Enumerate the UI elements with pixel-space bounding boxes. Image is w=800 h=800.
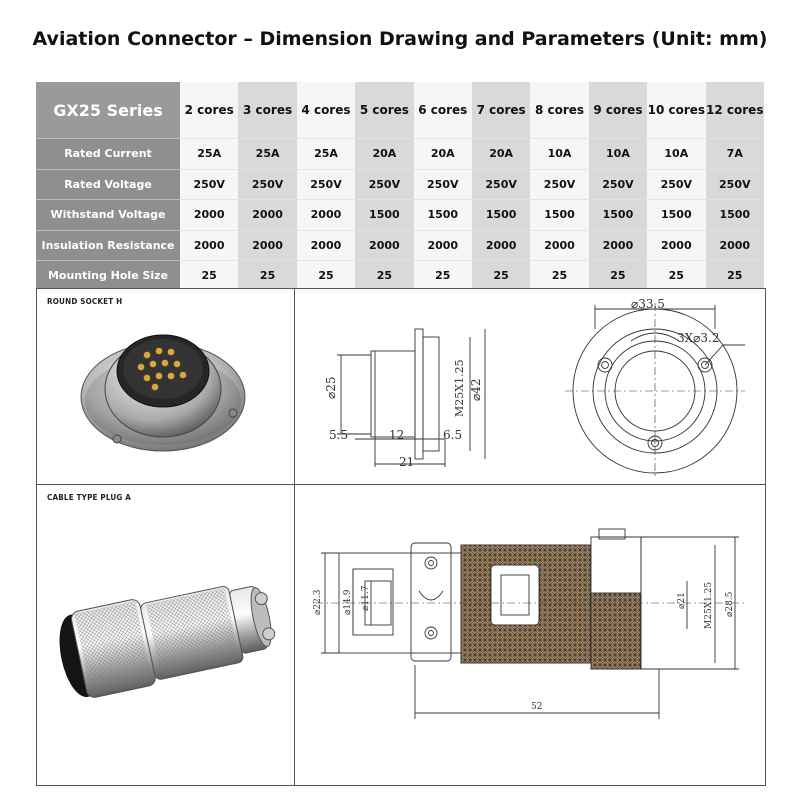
column-header: 6 cores [414, 82, 472, 139]
table-cell: 25A [297, 139, 355, 170]
row-label: Rated Voltage [36, 169, 180, 200]
dim-6-5: 6.5 [443, 428, 463, 442]
table-cell: 2000 [647, 230, 705, 261]
table-cell: 10A [589, 139, 647, 170]
socket-drawing [295, 289, 765, 485]
column-header: 4 cores [297, 82, 355, 139]
table-cell: 2000 [472, 230, 530, 261]
table-cell: 20A [414, 139, 472, 170]
table-cell: 20A [355, 139, 413, 170]
dim-12: 12 [389, 428, 405, 442]
plug-drawing-panel [294, 484, 766, 786]
dim-d42: ⌀42 [469, 378, 483, 401]
plug-drawing [295, 485, 765, 785]
table-cell: 2000 [355, 230, 413, 261]
table-cell: 20A [472, 139, 530, 170]
table-cell: 25 [647, 261, 705, 291]
column-header: 2 cores [180, 82, 238, 139]
table-cell: 250V [472, 169, 530, 200]
table-header-row [36, 82, 764, 139]
dim-5-5: 5.5 [329, 428, 349, 442]
dim-d25: ⌀25 [324, 376, 338, 399]
dim-d22-3: ⌀22.3 [313, 589, 323, 615]
dim-d11-7: ⌀11.7 [361, 585, 371, 611]
table-cell: 2000 [180, 230, 238, 261]
table-cell: 2000 [706, 230, 764, 261]
page-title: Aviation Connector – Dimension Drawing and Parameters (Unit: mm) [32, 28, 768, 50]
table-cell: 25 [238, 261, 296, 291]
table-cell: 1500 [647, 200, 705, 231]
dim-d33-5: ⌀33.5 [631, 297, 665, 311]
socket-drawing-panel [294, 288, 766, 486]
row-label: Insulation Resistance [36, 230, 180, 261]
dim-d14-9: ⌀14.9 [343, 589, 353, 615]
plug-photo [37, 485, 295, 785]
table-cell: 2000 [180, 200, 238, 231]
table-cell: 25 [414, 261, 472, 291]
column-header: 8 cores [530, 82, 588, 139]
table-cell: 250V [589, 169, 647, 200]
table-cell: 25 [530, 261, 588, 291]
table-cell: 25A [180, 139, 238, 170]
socket-label: ROUND SOCKET H [47, 297, 123, 306]
table-cell: 25 [706, 261, 764, 291]
spec-table [36, 82, 764, 291]
table-cell: 10A [530, 139, 588, 170]
table-cell: 25A [238, 139, 296, 170]
table-row [36, 230, 764, 261]
table-cell: 2000 [238, 230, 296, 261]
dim-52: 52 [531, 702, 543, 712]
plug-label: CABLE TYPE PLUG A [47, 493, 131, 502]
table-cell: 25 [297, 261, 355, 291]
dim-m25: M25X1.25 [704, 581, 714, 629]
table-cell: 2000 [238, 200, 296, 231]
dim-d21: ⌀21 [677, 592, 687, 609]
table-cell: 250V [355, 169, 413, 200]
series-header: GX25 Series [36, 82, 180, 139]
table-cell: 250V [647, 169, 705, 200]
table-cell: 1500 [589, 200, 647, 231]
table-cell: 2000 [589, 230, 647, 261]
dim-holes: 3X⌀3.2 [677, 331, 720, 345]
row-label: Withstand Voltage [36, 200, 180, 231]
table-cell: 250V [238, 169, 296, 200]
table-cell: 250V [530, 169, 588, 200]
table-cell: 25 [472, 261, 530, 291]
table-cell: 250V [706, 169, 764, 200]
table-cell: 2000 [297, 230, 355, 261]
table-cell: 1500 [706, 200, 764, 231]
table-cell: 25 [355, 261, 413, 291]
table-cell: 2000 [297, 200, 355, 231]
column-header: 10 cores [647, 82, 705, 139]
dim-21: 21 [399, 455, 415, 469]
row-label: Mounting Hole Size [36, 261, 180, 291]
dim-d28-5: ⌀28.5 [725, 591, 735, 617]
table-row [36, 200, 764, 231]
table-cell: 2000 [414, 230, 472, 261]
dim-m25: M25X1.25 [453, 359, 466, 417]
table-cell: 10A [647, 139, 705, 170]
row-label: Rated Current [36, 139, 180, 170]
table-cell: 1500 [472, 200, 530, 231]
column-header: 9 cores [589, 82, 647, 139]
table-cell: 1500 [414, 200, 472, 231]
table-cell: 1500 [530, 200, 588, 231]
table-cell: 25 [589, 261, 647, 291]
table-row [36, 139, 764, 170]
column-header: 7 cores [472, 82, 530, 139]
column-header: 3 cores [238, 82, 296, 139]
table-cell: 250V [414, 169, 472, 200]
table-cell: 7A [706, 139, 764, 170]
socket-photo [37, 289, 295, 485]
plug-photo-panel [36, 484, 296, 786]
column-header: 5 cores [355, 82, 413, 139]
socket-photo-panel [36, 288, 296, 486]
table-cell: 1500 [355, 200, 413, 231]
table-cell: 250V [297, 169, 355, 200]
table-cell: 25 [180, 261, 238, 291]
table-row [36, 169, 764, 200]
table-cell: 250V [180, 169, 238, 200]
table-row [36, 261, 764, 291]
table-cell: 2000 [530, 230, 588, 261]
column-header: 12 cores [706, 82, 764, 139]
